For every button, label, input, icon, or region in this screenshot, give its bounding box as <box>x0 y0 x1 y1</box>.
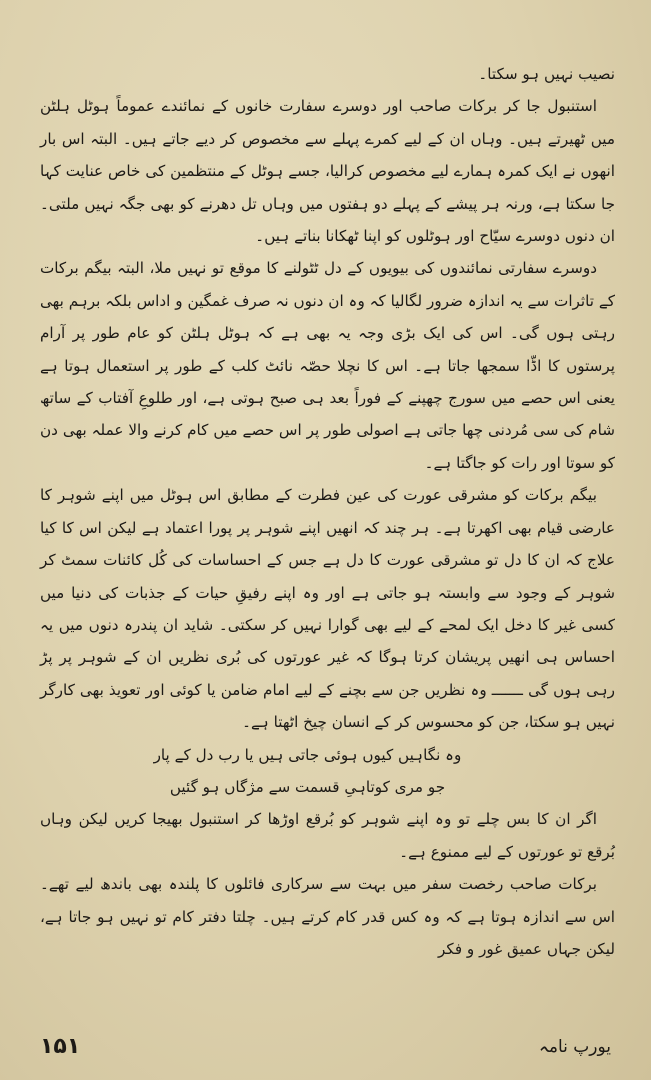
paragraph-3: دوسرے سفارتی نمائندوں کی بیویوں کے دل ٹٹولنے کا موقع تو نہیں ملا، البتہ بیگم برکات کے تاثرات سے یہ اندازہ ضرور لگالیا کہ وہ ان دنوں نہ صرف غمگین و اداس بلکہ برہم بھی رہتی ہوں گی۔ اس کی ایک بڑی وجہ یہ بھی ہے کہ ہوٹل ہلٹن کو عام طور پر آرام پرستوں کا اڈّا سمجھا جاتا ہے۔ اس کا نچلا حصّہ نائٹ کلب کے طور پر استعمال ہوتا ہے یعنی اس حصے میں سورج چھپنے کے فوراً بعد ہی صبح ہوتی ہے، اور طلوعِ آفتاب کے ساتھ شام کی سی مُردنی چھا جاتی ہے اصولی طور پر اس حصے میں کام کرنے والا عملہ بھی دن کو سوتا اور رات کو جاگتا ہے۔ <box>40 259 615 472</box>
page-body <box>40 58 615 1010</box>
verse-line-2: جو مری کوتاہیِ قسمت سے مژگاں ہو گئیں <box>169 777 446 796</box>
paragraph-4: بیگم برکات کو مشرقی عورت کی عین فطرت کے مطابق اس ہوٹل میں اپنے شوہر کا عارضی قیام بھی اکھرتا ہے۔ ہر چند کہ انھیں اپنے شوہر پر پورا اعتماد ہے لیکن اس کا کیا علاج کہ ان کا دل تو مشرقی عورت کا دل ہے جس کے احساسات کی کُل کائنات سمٹ کر شوہر کے وجود سے وابستہ ہو جاتی ہے اور وہ اپنے رفیقِ حیات کے جذبات کی دنیا میں کسی غیر کا دخل ایک لمحے کے لیے بھی گوارا نہیں کر سکتی۔ شاید ان پندرہ دنوں میں یہ احساس ہی انھیں پریشان کرتا ہوگا کہ غیر عورتوں کی بُری نظریں ان کے شوہر پر پڑ رہی ہوں گی ـــــــ وہ نظریں جن سے بچنے کے لیے امام ضامن یا کوئی اور تعویذ بھی کارگر نہیں ہو سکتا، جن کو محسوس کر کے انسان چیخ اٹھتا ہے۔ <box>40 486 615 732</box>
paragraph-6: برکات صاحب رخصت سفر میں بہت سے سرکاری فائلوں کا پلندہ بھی باندھ لیے تھے۔ اس سے اندازہ ہوتا ہے کہ وہ کس قدر کام کرتے ہیں۔ چلتا دفتر کام تو نہیں ہو جاتا ہے، لیکن جہاں عمیق غور و فکر <box>40 875 615 958</box>
book-title: یورپ نامہ <box>538 1036 611 1057</box>
paragraph-2: استنبول جا کر برکات صاحب اور دوسرے سفارت خانوں کے نمائندے عموماً ہوٹل ہلٹن میں ٹھیرتے ہیں۔ وہاں ان کے لیے کمرے پہلے سے مخصوص کر دیے جاتے ہیں۔ البتہ اس بار انھوں نے ایک کمرہ ہمارے لیے مخصوص کرالیا، جسے ہوٹل کے منتظمین کی خاص عنایت کہا جا سکتا ہے، ورنہ ہر پیشے کے پہلے دو ہفتوں میں وہاں تل دھرنے کو بھی جگہ نہیں ملتی۔ ان دنوں دوسرے سیّاح اور ہوٹلوں کو اپنا ٹھکانا بناتے ہیں۔ <box>40 97 615 246</box>
paragraph-1: نصیب نہیں ہو سکتا۔ <box>478 65 615 83</box>
paragraph-5: اگر ان کا بس چلے تو وہ اپنے شوہر کو بُرقع اوڑھا کر استنبول بھیجا کریں لیکن وہاں بُرقع تو عورتوں کے لیے ممنوع ہے۔ <box>40 810 615 861</box>
page-number: ۱۵۱ <box>40 1033 81 1059</box>
verse-line-1: وہ نگاہیں کیوں ہوئی جاتی ہیں یا رب دل کے پار <box>153 745 462 764</box>
page-footer <box>40 1030 611 1062</box>
